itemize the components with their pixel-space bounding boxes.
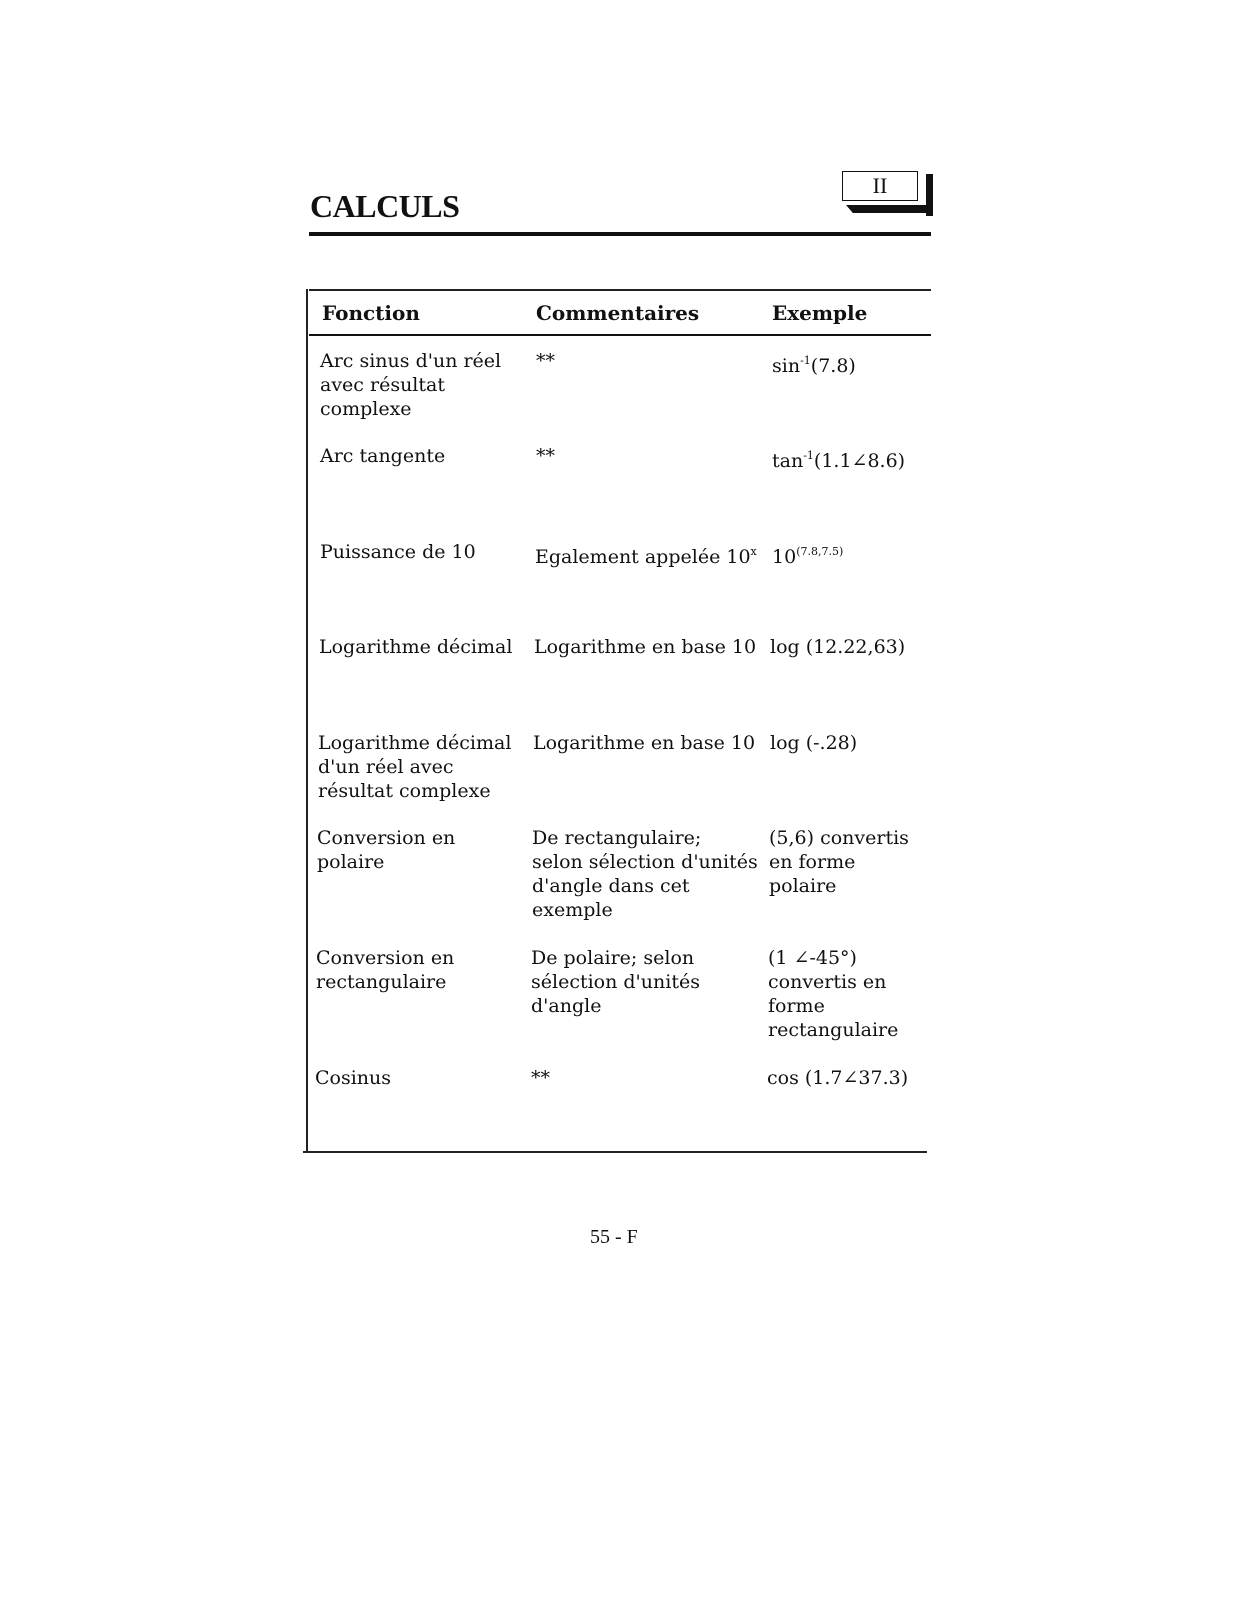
cell-exemple: log (-.28) <box>770 732 858 754</box>
cell-fonction: Conversion en rectangulaire <box>316 947 455 993</box>
cell-exemple: (1 ∠-45°) convertis en forme rectangulaire <box>768 947 899 1041</box>
cell-exemple: log (12.22,63) <box>770 636 906 658</box>
section-tab-shadow-bottom <box>846 205 932 213</box>
cell-fonction: Logarithme décimal <box>319 636 513 658</box>
cell-fonction: Arc sinus d'un réel avec résultat complexe <box>320 350 502 420</box>
cell-exemple <box>772 349 856 378</box>
cell-commentaire: ** <box>531 1067 550 1089</box>
cell-exemple: cos (1.7∠37.3) <box>767 1067 909 1089</box>
cell-commentaire: Logarithme en base 10 <box>533 732 756 754</box>
column-header-commentaires: Commentaires <box>536 301 700 325</box>
cell-commentaire <box>535 540 757 569</box>
section-tab: II <box>842 171 918 201</box>
cell-fonction: Logarithme décimal d'un réel avec résultat complexe <box>318 732 512 802</box>
cell-commentaire: ** <box>536 350 555 372</box>
exemple-superscript: -1 <box>800 354 811 367</box>
commentaire-base: Egalement appelée 10 <box>535 546 751 568</box>
page-number: 55 - F <box>590 1226 638 1248</box>
cell-exemple <box>772 444 905 473</box>
cell-fonction: Puissance de 10 <box>320 541 476 563</box>
table-top-border <box>309 289 931 291</box>
header-rule <box>309 232 931 236</box>
commentaire-superscript: x <box>750 545 757 558</box>
exemple-superscript: (7.8,7.5) <box>796 545 844 558</box>
exemple-base: 10 <box>772 546 797 568</box>
cell-fonction: Cosinus <box>315 1067 392 1089</box>
cell-exemple: (5,6) convertis en forme polaire <box>769 827 909 897</box>
exemple-base: tan <box>772 450 804 472</box>
cell-commentaire: Logarithme en base 10 <box>534 636 757 658</box>
cell-commentaire: De polaire; selon sélection d'unités d'angle <box>531 947 700 1017</box>
column-header-fonction: Fonction <box>322 301 420 325</box>
exemple-base: sin <box>772 355 801 377</box>
cell-commentaire: De rectangulaire; selon sélection d'unités d'angle dans cet exemple <box>532 827 758 921</box>
functions-table <box>303 289 931 1153</box>
table-bottom-border <box>303 1151 927 1153</box>
exemple-rest: (7.8) <box>810 355 856 377</box>
cell-fonction: Arc tangente <box>320 445 446 467</box>
table-left-border <box>306 289 308 1153</box>
table-header-rule <box>309 334 931 336</box>
column-header-exemple: Exemple <box>772 301 868 325</box>
exemple-superscript: -1 <box>803 449 814 462</box>
page-title: CALCULS <box>310 188 460 224</box>
cell-fonction: Conversion en polaire <box>317 827 456 873</box>
exemple-rest: (1.1∠8.6) <box>813 450 906 472</box>
cell-exemple <box>772 540 843 569</box>
cell-commentaire: ** <box>536 445 555 467</box>
